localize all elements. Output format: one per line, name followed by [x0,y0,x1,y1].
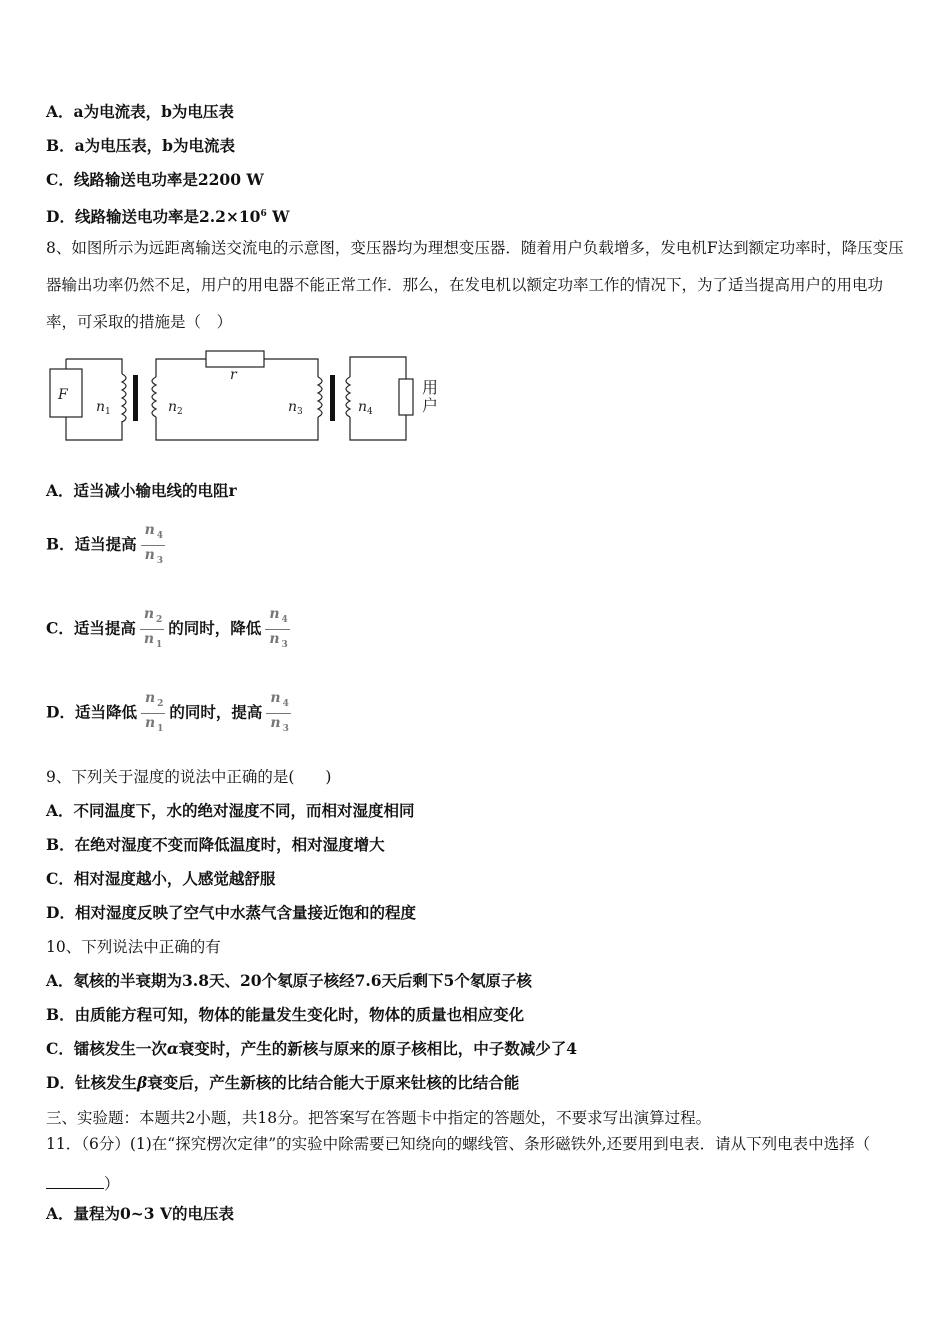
user-load [399,379,413,415]
frac-den [266,714,290,738]
label-n3-sub: 3 [297,407,303,417]
q9-option-c: C．相对湿度越小，人感觉越舒服 [46,869,276,888]
frac-den [140,630,164,654]
q7-option-b: B．a为电压表，b为电流表 [46,136,235,155]
label-n1-sub: 1 [105,407,111,417]
frac-n: n [144,714,156,731]
alpha-symbol: α [166,1039,179,1058]
q9-option-a: A．不同温度下，水的绝对湿度不同，而相对湿度相同 [46,801,415,820]
frac-sub: 3 [282,723,289,734]
coil-n1 [122,374,126,422]
q7-option-d-exponent: 6 [260,209,267,219]
label-n2 [168,399,183,417]
frac-den [141,714,165,738]
frac-n: n [143,606,155,622]
label-n1 [96,399,111,417]
frac-num [265,605,289,630]
label-n4-letter: n [358,399,368,415]
q7-option-d-unit: W [266,207,290,227]
frac-sub: 2 [157,698,164,709]
iron-core-2 [330,375,335,421]
label-n2-sub: 2 [177,407,183,417]
q10-option-c-text: C．镭核发生一次 [46,1039,167,1058]
coil-n2 [152,377,156,417]
q11-option-a: A．量程为0~3 V的电压表 [46,1204,235,1223]
frac-sub: 4 [281,614,288,625]
frac-sub: 2 [156,614,163,625]
coil-n4 [346,377,350,417]
frac-num [141,521,165,546]
q10-option-a: A．氡核的半衰期为3.8天、20个氡原子核经7.6天后剩下5个氡原子核 [46,971,532,990]
q7-option-c: C．线路输送电功率是2200 W [46,170,264,189]
q8-option-c-mid: 的同时，降低 [168,618,262,638]
frac-den [141,546,165,570]
label-n4-sub: 4 [367,407,373,417]
q10-option-d-rest: 衰变后，产生新核的比结合能大于原来钍核的比结合能 [147,1073,520,1092]
transmission-circuit-diagram [46,349,466,445]
frac-n: n [269,630,280,647]
q10-option-d [46,1073,519,1093]
q11-stem-text: 11．（6分）(1)在“探究楞次定律”的实验中除需要已知绕向的螺线管、条形磁铁外,还要用到电表．请从下列电表中选择（ [46,1135,871,1153]
q9-stem: 9、下列关于湿度的说法中正确的是( ) [46,768,332,786]
fraction-n4-n3 [141,521,165,570]
frac-n: n [270,714,281,731]
q8-option-d [46,689,295,738]
q10-option-d-text: D．钍核发生 [46,1073,137,1092]
iron-core-1 [133,375,138,421]
q8-option-d-mid: 的同时，提高 [169,702,263,722]
resistor-r [206,351,264,367]
q11-stem [46,1124,908,1204]
q8-option-d-text: D．适当降低 [46,702,137,722]
frac-n: n [144,546,155,563]
q8-option-b [46,521,169,570]
q8-option-c-text: C．适当提高 [46,618,136,638]
fraction-n4-n3 [266,689,290,738]
q11-stem-end: ） [104,1175,120,1193]
frac-n: n [143,630,155,647]
frac-sub: 4 [156,530,164,541]
label-n3-letter: n [288,399,298,415]
q7-option-a: A．a为电流表，b为电压表 [46,102,234,121]
label-user-2: 户 [422,396,439,415]
fraction-n2-n1 [140,605,164,654]
q9-option-d: D．相对湿度反映了空气中水蒸气含量接近饱和的程度 [46,903,416,922]
q8-option-b-text: B．适当提高 [46,534,137,554]
fraction-n4-n3 [265,605,289,654]
frac-n: n [270,690,281,706]
frac-n: n [269,606,280,622]
frac-den [265,630,289,654]
frac-sub: 1 [156,639,163,650]
label-n4 [358,399,373,417]
frac-n: n [144,690,156,706]
label-F: F [58,387,68,403]
label-r: r [230,367,237,383]
frac-sub: 3 [156,555,164,566]
q10-option-c [46,1039,577,1059]
frac-sub: 1 [157,723,164,734]
q9-option-b: B．在绝对湿度不变而降低温度时，相对湿度增大 [46,835,385,854]
frac-sub: 4 [282,698,289,709]
label-n2-letter: n [168,399,178,415]
frac-n: n [144,522,155,538]
q7-option-d [46,204,290,227]
q7-option-d-text: D．线路输送电功率是2.2×10 [46,207,261,227]
q8-option-a: A．适当减小输电线的电阻r [46,481,237,500]
label-user-1: 用 [422,378,439,397]
frac-sub: 3 [281,639,288,650]
section-3-heading: 三、实验题：本题共2小题，共18分。把答案写在答题卡中指定的答题处，不要求写出演算过程。 [46,1109,712,1127]
q10-option-b: B．由质能方程可知，物体的能量发生变化时，物体的质量也相应变化 [46,1005,525,1024]
q8-option-c [46,605,294,654]
q10-option-c-rest: 衰变时，产生的新核与原来的原子核相比，中子数减少了4 [178,1039,578,1058]
label-n3 [288,399,303,417]
frac-num [266,689,290,714]
q8-stem: 8、如图所示为远距离输送交流电的示意图，变压器均为理想变压器．随着用户负载增多，发电机F达到额定功率时，降压变压器输出功率仍然不足，用户的用电器不能正常工作．那么，在发电机以额定功率工作的情况下，为了适当提高用户的用电功率，可采取的措施是（ ） [46,239,904,331]
q10-stem: 10、下列说法中正确的有 [46,938,221,956]
answer-blank [46,1174,104,1189]
fraction-n2-n1 [141,689,165,738]
frac-num [140,605,164,630]
label-n1-letter: n [96,399,106,415]
frac-num [141,689,165,714]
beta-symbol: β [136,1073,148,1092]
coil-n3 [318,377,322,417]
